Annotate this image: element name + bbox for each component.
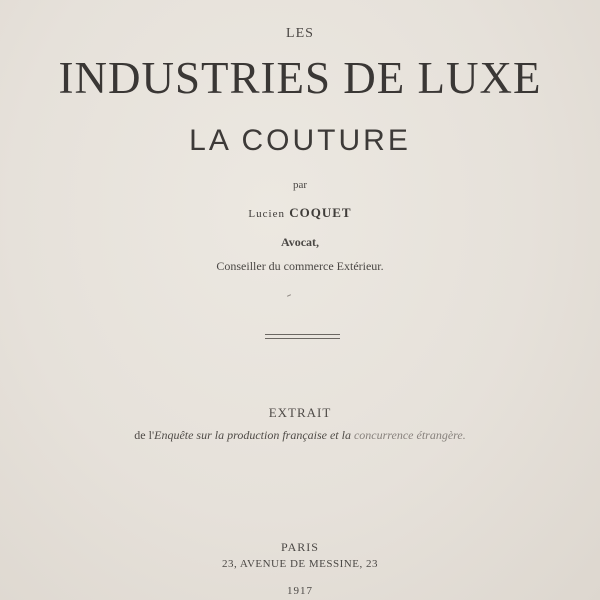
author-position: Conseiller du commerce Extérieur. <box>216 259 384 273</box>
title-prefix: LES <box>286 26 314 41</box>
divider-rule-bottom <box>265 338 340 339</box>
source-lead: de l' <box>134 428 155 442</box>
publication-year: 1917 <box>287 585 313 597</box>
ink-mark <box>287 294 291 297</box>
publisher-address: 23, AVENUE DE MESSINE, 23 <box>222 558 378 570</box>
author-first-name: Lucien <box>248 208 285 220</box>
extract-label: EXTRAIT <box>268 405 332 420</box>
publisher-city: PARIS <box>281 540 319 554</box>
author-name <box>0 205 600 221</box>
source-reference <box>0 428 600 443</box>
main-title: INDUSTRIES DE LUXE <box>58 53 542 103</box>
author-role: Avocat, <box>280 235 320 249</box>
subtitle: LA COUTURE <box>189 124 411 157</box>
source-title: Enquête sur la production française et la <box>154 428 351 442</box>
source-title-faded: concurrence étrangère. <box>350 428 466 442</box>
author-last-name: COQUET <box>289 205 352 220</box>
divider-rule-top <box>265 334 340 335</box>
by-line: par <box>292 179 308 191</box>
